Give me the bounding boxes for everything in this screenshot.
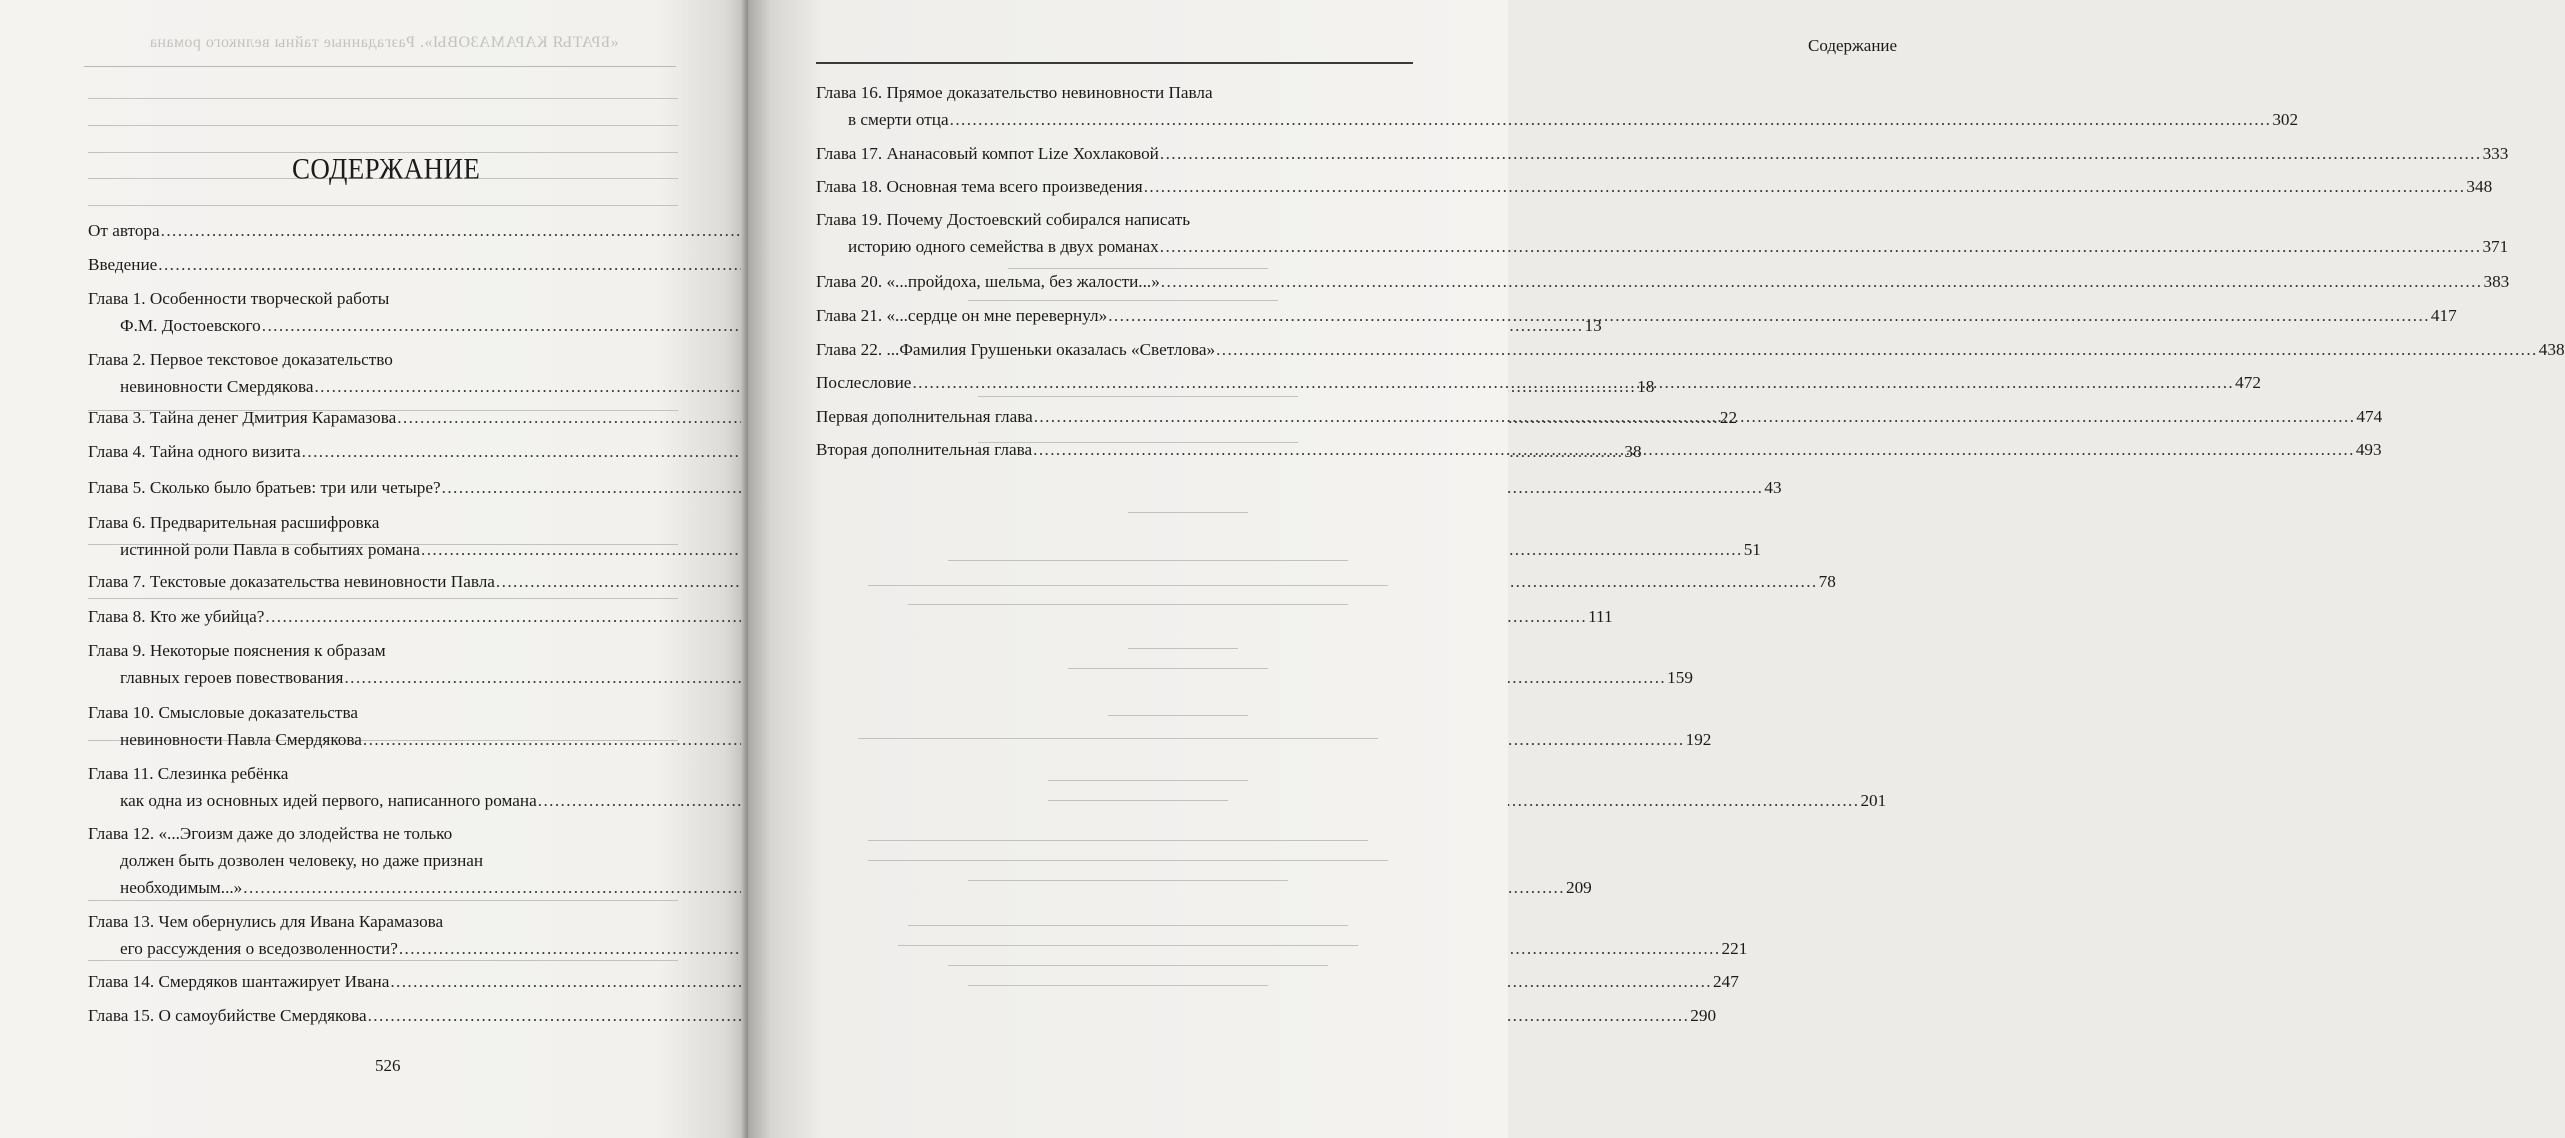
- toc-entry-title-line: От автора: [88, 221, 160, 240]
- toc-entry: [88, 474, 1782, 501]
- toc-entry-title-line: Введение: [88, 255, 158, 274]
- toc-entry-title-line: невиновности Павла Смердякова: [120, 730, 362, 749]
- toc-page-number: 493: [2355, 440, 2382, 459]
- toc-entry-title-line: его рассуждения о вседозволенности?: [120, 939, 398, 958]
- toc-entry-title-line: Глава 6. Предварительная расшифровка: [88, 513, 380, 532]
- toc-page-number: 13: [1584, 316, 1602, 335]
- toc-entry-title-line: Глава 9. Некоторые пояснения к образам: [88, 641, 386, 660]
- toc-leader-dots: [1144, 173, 2466, 200]
- left-running-head: «БРАТЬЯ КАРАМАЗОВЫ». Разгаданные тайны великого романа: [149, 34, 619, 51]
- toc-entry-title-line: Первая дополнительная глава: [816, 407, 1033, 426]
- toc-entry: [88, 603, 1613, 630]
- toc-leader-dots: [1160, 140, 2482, 167]
- toc-page-number: 371: [2482, 237, 2509, 256]
- toc-page-number: 417: [2430, 306, 2457, 325]
- toc-entry: [816, 79, 2299, 133]
- toc-page-number: 192: [1685, 730, 1712, 749]
- toc-entry-title-line: необходимым...»: [120, 878, 243, 897]
- toc-page-number: 38: [1624, 442, 1642, 461]
- toc-entry-title-line: Глава 15. О самоубийстве Смердякова: [88, 1006, 367, 1025]
- toc-entry: [88, 509, 1761, 563]
- toc-entry: [88, 699, 1712, 753]
- toc-entry: [816, 336, 2565, 363]
- toc-entry-title-line: Ф.М. Достоевского: [120, 316, 261, 335]
- toc-entry: [88, 820, 1592, 901]
- toc-entry-title-line: должен быть дозволен человеку, но даже признан: [120, 851, 484, 870]
- toc-entry-title-line: Глава 14. Смердяков шантажирует Ивана: [88, 972, 390, 991]
- toc-page-number: 348: [2466, 177, 2493, 196]
- toc-entry-title-line: Глава 10. Смысловые доказательства: [88, 703, 358, 722]
- toc-entry: [816, 206, 2509, 260]
- toc-leader-dots: [912, 369, 2234, 396]
- toc-entry-title-line: Глава 22. ...Фамилия Грушеньки оказалась «Светлова»: [816, 340, 1216, 359]
- right-header-rule: [816, 62, 1413, 64]
- right-running-head: Содержание: [1808, 36, 1898, 55]
- toc-entry-title-line: Глава 7. Текстовые доказательства невиновности Павла: [88, 572, 495, 591]
- toc-page-number: 383: [2483, 272, 2510, 291]
- toc-entry: [88, 968, 1739, 995]
- toc-entry: [88, 760, 1887, 814]
- toc-leader-dots: [1216, 336, 2538, 363]
- toc-entry: [88, 908, 1748, 962]
- toc-entry: [816, 268, 2510, 295]
- toc-page-number: 43: [1764, 478, 1782, 497]
- toc-leader-dots: [1034, 403, 2356, 430]
- toc-entry: [88, 251, 680, 278]
- toc-page-number: 438: [2538, 340, 2565, 359]
- toc-page-number: 247: [1713, 972, 1739, 991]
- toc-page-number: 290: [1690, 1006, 1717, 1025]
- toc-entry-title-line: Вторая дополнительная глава: [816, 440, 1033, 459]
- toc-entry-title-line: Глава 11. Слезинка ребёнка: [88, 764, 289, 783]
- toc-entry-title-line: главных героев повествования: [120, 668, 344, 687]
- toc-title: СОДЕРЖАНИЕ: [292, 152, 481, 186]
- toc-page-number: 472: [2235, 373, 2261, 392]
- toc-entry-title-line: Глава 20. «...пройдоха, шельма, без жалости...»: [816, 272, 1160, 291]
- toc-page-number: 201: [1860, 791, 1887, 810]
- toc-page-number: 474: [2356, 407, 2383, 426]
- toc-entry: [88, 1002, 1717, 1029]
- toc-entry-title-line: Глава 19. Почему Достоевский собирался написать: [816, 210, 1191, 229]
- toc-entry-title-line: Глава 21. «...сердце он мне перевернул»: [816, 306, 1108, 325]
- toc-entry-title-line: историю одного семейства в двух романах: [848, 237, 1159, 256]
- toc-entry-title-line: Глава 3. Тайна денег Дмитрия Карамазова: [88, 408, 397, 427]
- toc-leader-dots: [1160, 233, 2482, 260]
- toc-entry-title-line: Послесловие: [816, 373, 912, 392]
- toc-page-number: 333: [2482, 144, 2509, 163]
- toc-entry-title-line: Глава 4. Тайна одного визита: [88, 442, 301, 461]
- toc-page-number: 221: [1721, 939, 1748, 958]
- page-number: 526: [375, 1056, 401, 1075]
- toc-entry-title-line: Глава 1. Особенности творческой работы: [88, 289, 390, 308]
- toc-entry-title-line: Глава 17. Ананасовый компот Lize Хохлаковой: [816, 144, 1159, 163]
- toc-entry-title-line: Глава 16. Прямое доказательство невиновности Павла: [816, 83, 1213, 102]
- toc-entry: [88, 637, 1693, 691]
- toc-page-number: 209: [1565, 878, 1592, 897]
- toc-leader-dots: [950, 106, 2272, 133]
- toc-page-number: 51: [1743, 540, 1761, 559]
- toc-page-number: 159: [1667, 668, 1693, 687]
- toc-page-number: 78: [1818, 572, 1836, 591]
- toc-page-number: 302: [2272, 110, 2299, 129]
- left-header-rule: [84, 66, 676, 67]
- toc-page-number: 22: [1719, 408, 1738, 427]
- toc-entry: [88, 217, 680, 244]
- toc-entry-title-line: Глава 2. Первое текстовое доказательство: [88, 350, 393, 369]
- toc-leader-dots: [1033, 436, 2355, 463]
- toc-leader-dots: [1161, 268, 2483, 295]
- toc-entry-title-line: Глава 13. Чем обернулись для Ивана Карамазова: [88, 912, 444, 931]
- toc-page-number: 111: [1588, 607, 1613, 626]
- toc-entry-title-line: как одна из основных идей первого, написанного романа: [120, 791, 537, 810]
- toc-entry: [816, 173, 2493, 200]
- toc-entry-title-line: Глава 5. Сколько было братьев: три или четыре?: [88, 478, 441, 497]
- toc-entry-title-line: Глава 18. Основная тема всего произведения: [816, 177, 1143, 196]
- toc-entry-title-line: невиновности Смердякова: [120, 377, 314, 396]
- toc-entry-title-line: Глава 12. «...Эгоизм даже до злодейства не только: [88, 824, 453, 843]
- toc-entry: [88, 568, 1836, 595]
- toc-entry: [816, 140, 2509, 167]
- toc-entry-title-line: истинной роли Павла в событиях романа: [120, 540, 420, 559]
- toc-entry-title-line: Глава 8. Кто же убийца?: [88, 607, 265, 626]
- toc-page-number: 18: [1637, 377, 1655, 396]
- toc-leader-dots: [1108, 302, 2430, 329]
- toc-entry-title-line: в смерти отца: [848, 110, 949, 129]
